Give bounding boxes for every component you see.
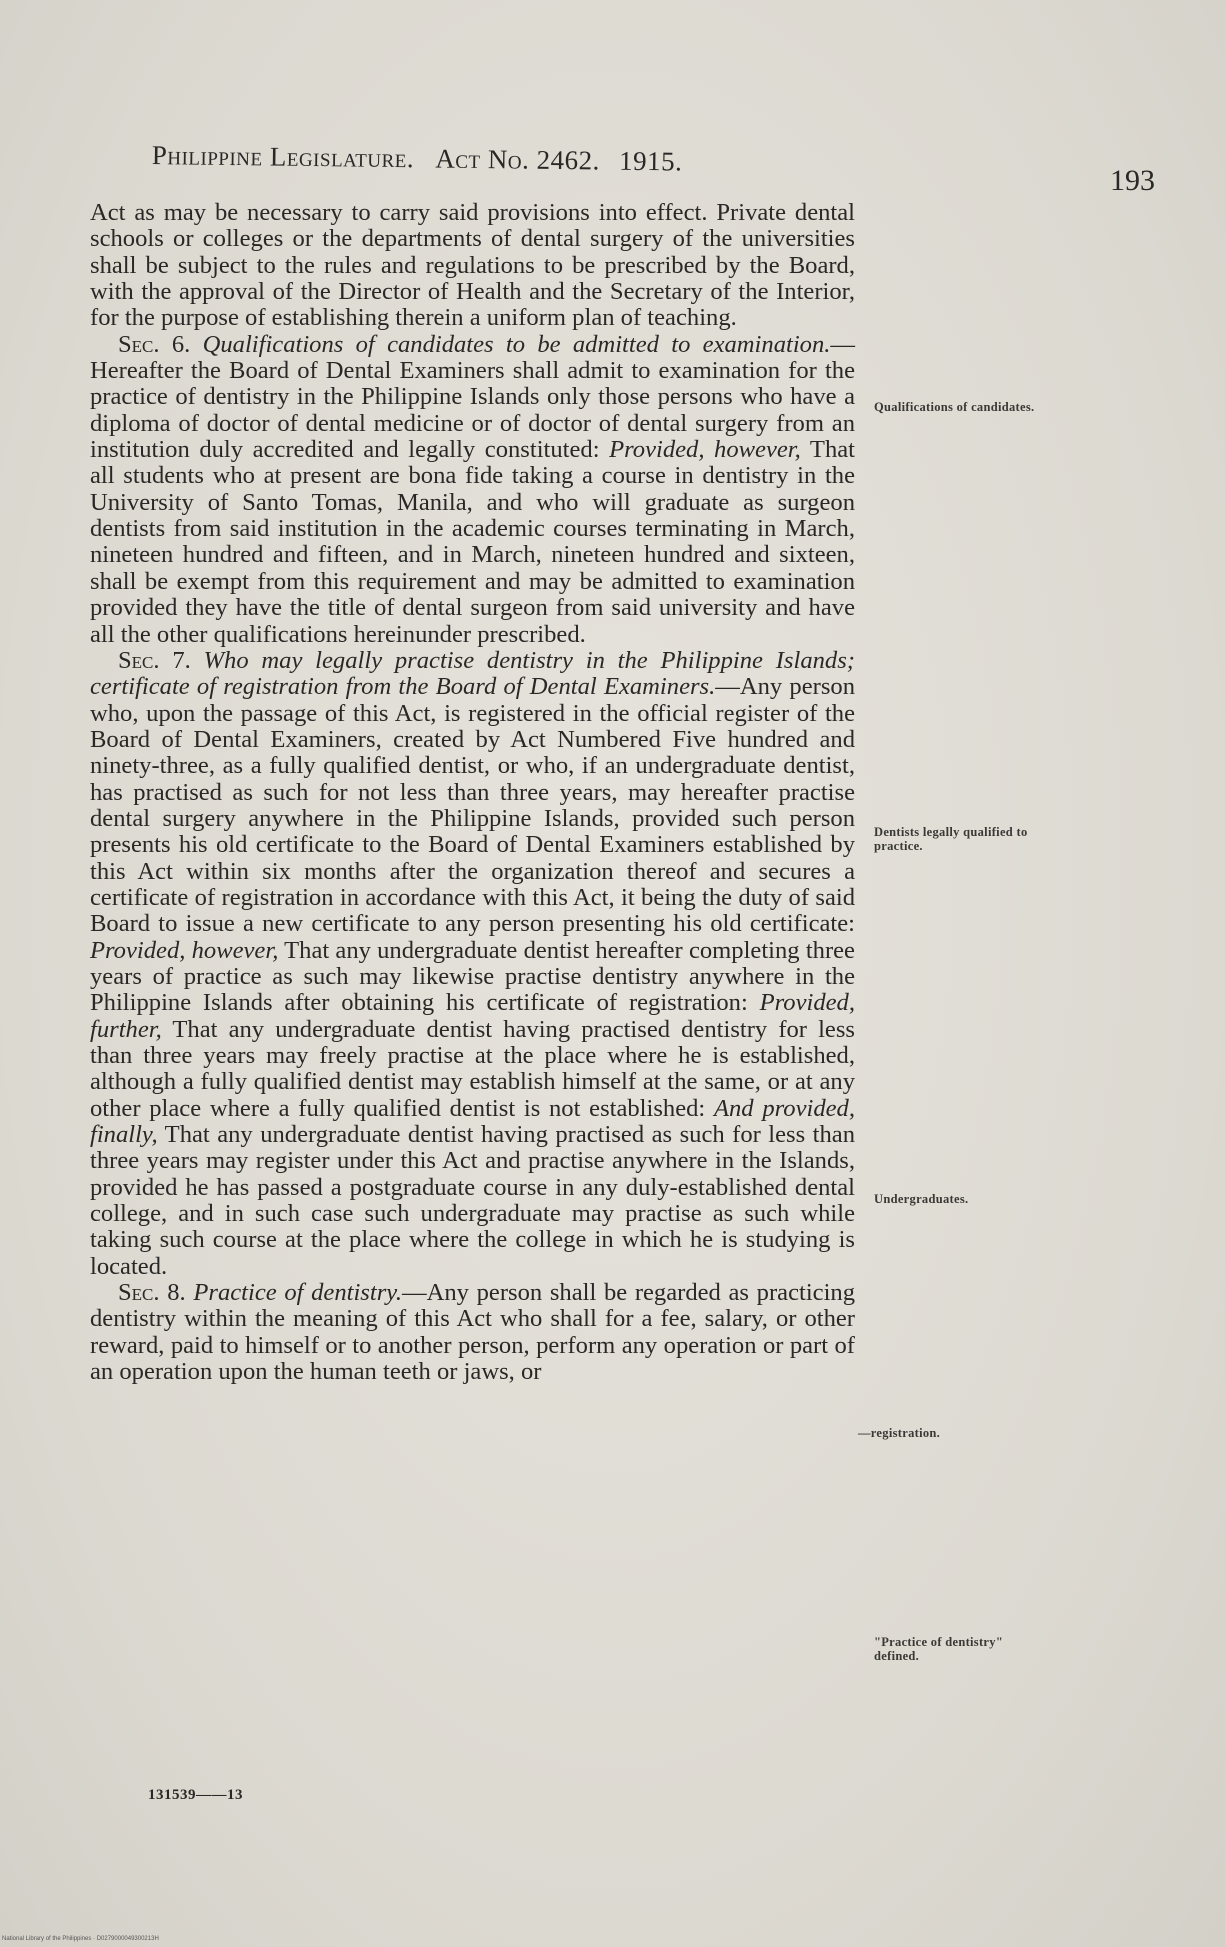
section-heading: Practice of dentistry. xyxy=(193,1279,402,1307)
section-text: —Any person who, upon the passage of this Act, is registered in the official register of the Board of Dental Examiners, created by Act Numbered Five hundred and ninety-three, as a fully qualified dentist, or who, if an undergraduate dentist, has practised as such for not less than three years, may hereafter practise dental surgery anywhere in the Philippine Islands, provided such person presents his old certificate to the Board of Dental Examiners established by this Act within six months after the organization thereof and secures a certificate of registration in accordance with this Act, it being the duty of said Board to issue a new certificate to any person presenting his old certificate: xyxy=(90,673,856,938)
proviso: And provided, finally, xyxy=(90,1094,855,1149)
body-text xyxy=(90,200,855,1385)
section-heading: Qualifications of candidates to be admitted to examination. xyxy=(202,330,831,358)
scan-credit: National Library of the Philippines · D0279000049300213H xyxy=(2,1936,159,1942)
margin-note-undergraduates: Undergraduates. xyxy=(874,1192,969,1206)
margin-note-dentists-qualified: Dentists legally qualified to practice. xyxy=(874,825,1028,853)
section-text: That all students who at present are bona fide taking a course in dentistry in the University of Santo Tomas, Manila, and who will graduate as surgeon dentists from said institution in the academic courses terminating in March, nineteen hundred and fifteen, and in March, nineteen hundred and sixteen, shall be exempt from this requirement and may be admitted to examination provided they have the title of dental surgeon from said university and have all the other qualifications hereinunder prescribed. xyxy=(90,436,856,648)
printer-code: 131539——13 xyxy=(148,1787,243,1803)
section-heading: Who may legally practise dentistry in the Philippine Islands; certificate of registration from the Board of Dental Examiners. xyxy=(90,646,855,701)
header-year: 1915. xyxy=(618,145,683,177)
proviso: Provided, further, xyxy=(90,989,855,1043)
section-text: That any undergraduate dentist having practised as such for less than three years may register under this Act and practise anywhere in the Islands, provided he has passed a postgraduate course in any duly-established dental college, and in such case such undergraduate may practise as such while taking such course at the place where the college in which he is studying is located. xyxy=(90,1121,855,1280)
section-text: —Any person shall be regarded as practicing dentistry within the meaning of this Act who shall for a fee, salary, or other reward, paid to himself or to another person, perform any operation or part of an operation upon the human teeth or jaws, or xyxy=(90,1279,855,1386)
section-text: That any undergraduate dentist hereafter completing three years of practice as such may likewise practise dentistry anywhere in the Philippine Islands after obtaining his certificate of registration: xyxy=(90,936,855,1017)
section-8 xyxy=(90,1280,855,1385)
section-label: Sec. 8. xyxy=(118,1279,186,1307)
proviso: Provided, however, xyxy=(90,936,279,964)
page-number: 193 xyxy=(1110,164,1155,197)
margin-note-qualifications: Qualifications of candidates. xyxy=(874,400,1035,414)
section-label: Sec. 6. xyxy=(118,330,191,358)
section-7 xyxy=(90,648,855,1280)
running-header xyxy=(152,140,683,177)
proviso: Provided, however, xyxy=(609,436,801,464)
margin-note-registration: —registration. xyxy=(858,1426,941,1440)
margin-note-practice-defined: "Practice of dentistry" defined. xyxy=(874,1635,1004,1663)
section-text: —Hereafter the Board of Dental Examiners shall admit to examination for the practice of dentistry in the Philippine Islands only those persons who have a diploma of doctor of dental medicine or of doctor of dental surgery from an institution duly accredited and legally constituted: xyxy=(90,330,855,464)
header-title: Philippine Legislature. xyxy=(151,140,415,174)
paragraph-continuation: Act as may be necessary to carry said provisions into effect. Private dental schools or colleges or the departments of dental surgery of the universities shall be subject to the rules and regulations to be prescribed by the Board, with the approval of the Director of Health and the Secretary of the Interior, for the purpose of establishing therein a uniform plan of teaching. xyxy=(90,199,855,332)
section-text: That any undergraduate dentist having practised dentistry for less than three years may freely practise at the place where he is established, although a fully qualified dentist may establish himself at the same, or at any other place where a fully qualified dentist is not established: xyxy=(90,1015,855,1122)
section-label: Sec. 7. xyxy=(118,646,191,674)
header-act: Act No. 2462. xyxy=(435,143,601,176)
section-6 xyxy=(90,332,855,648)
